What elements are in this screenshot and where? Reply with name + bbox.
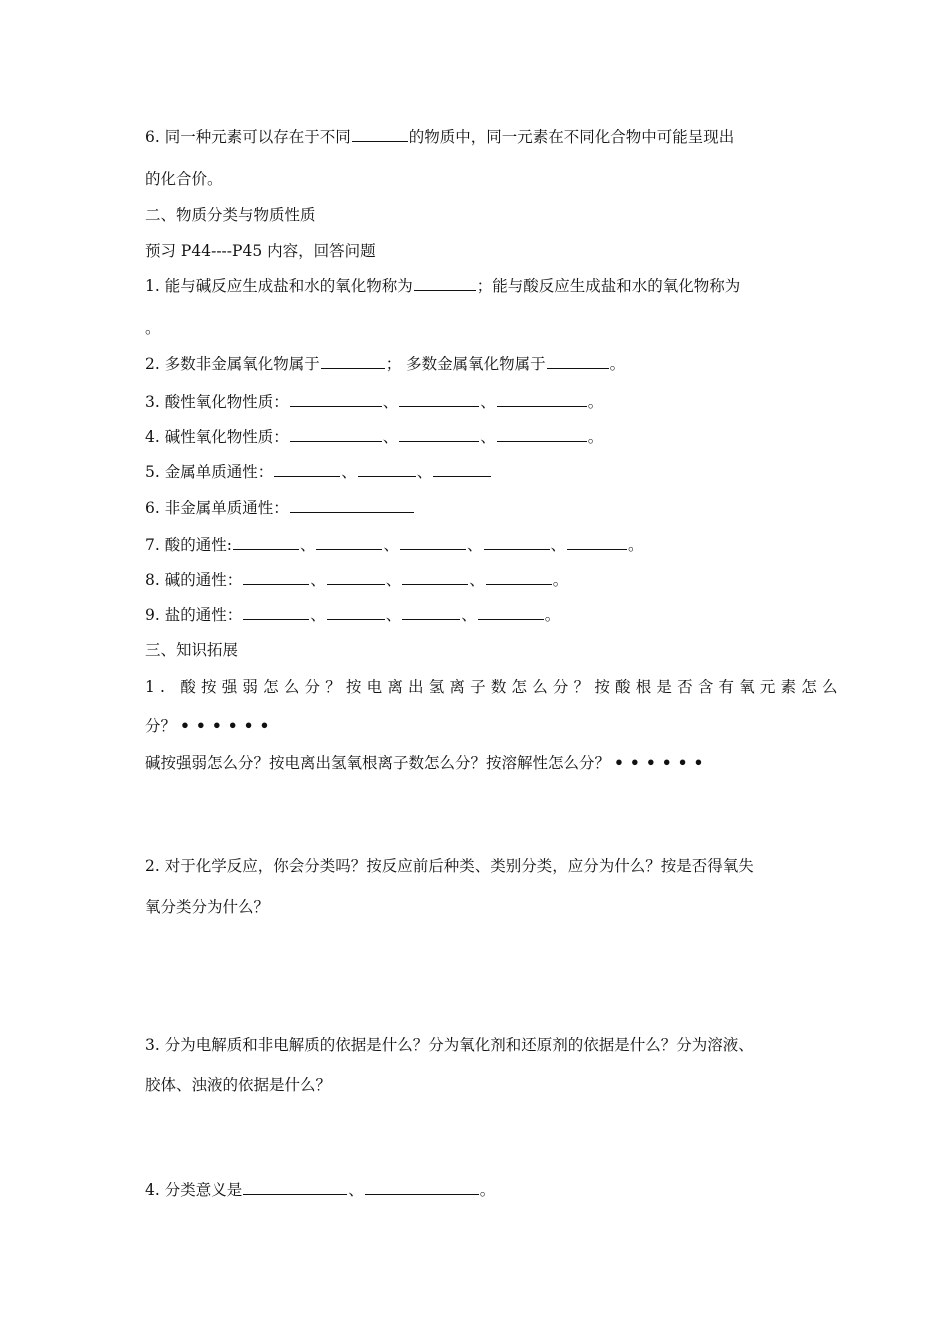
- s3-q1-line-2: 分？ ••••••: [145, 716, 276, 735]
- s2-q8-line: 8. 碱的通性： 、 、 、 。: [145, 571, 569, 589]
- answer-blank[interactable]: [290, 498, 414, 513]
- answer-blank[interactable]: [327, 570, 385, 585]
- section3-heading: 三、知识拓展: [145, 641, 239, 659]
- answer-blank[interactable]: [486, 570, 552, 585]
- answer-blank[interactable]: [402, 605, 460, 620]
- preview-instruction: 预习 P44----P45 内容，回答问题: [145, 242, 376, 260]
- q6-line-2: [145, 169, 223, 189]
- q6-text-end: 的化合价。: [145, 170, 223, 188]
- section2-heading: 二、物质分类与物质性质: [145, 206, 316, 224]
- answer-blank[interactable]: [352, 127, 408, 142]
- answer-blank[interactable]: [327, 605, 385, 620]
- s2-q6-line: 6. 非金属单质通性：: [145, 498, 415, 518]
- answer-blank[interactable]: [497, 427, 587, 442]
- answer-blank[interactable]: [402, 570, 468, 585]
- s3-q2-line: 2. 对于化学反应，你会分类吗？按反应前后种类、类别分类，应分为什么？按是否得氧失: [145, 857, 754, 875]
- answer-blank[interactable]: [243, 605, 309, 620]
- answer-blank[interactable]: [316, 535, 382, 550]
- s2-q9-line: 9. 盐的通性： 、 、 、 。: [145, 606, 561, 624]
- answer-blank[interactable]: [290, 427, 382, 442]
- s3-q4-line: 4. 分类意义是 、 。: [145, 1181, 496, 1199]
- s2-q2-line: 2. 多数非金属氧化物属于 ； 多数金属氧化物属于 。: [145, 355, 626, 373]
- answer-blank[interactable]: [399, 392, 479, 407]
- answer-blank[interactable]: [243, 1180, 347, 1195]
- s2-q7-line: 7. 酸的通性: 、 、 、 、 。: [145, 536, 644, 554]
- answer-blank[interactable]: [274, 462, 340, 477]
- s3-q1-line: 1. 酸按强弱怎么分？按电离出氢离子数怎么分？按酸根是否含有氧元素怎么: [145, 678, 843, 696]
- answer-blank[interactable]: [358, 462, 416, 477]
- s2-q5-line: 5. 金属单质通性： 、 、: [145, 462, 492, 482]
- s2-q4-line: 4. 碱性氧化物性质： 、 、 。: [145, 428, 604, 446]
- answer-blank[interactable]: [233, 535, 299, 550]
- answer-blank[interactable]: [497, 392, 587, 407]
- s2-q1-line: 1. 能与碱反应生成盐和水的氧化物称为 ；能与酸反应生成盐和水的氧化物称为: [145, 277, 741, 295]
- answer-blank[interactable]: [365, 1180, 479, 1195]
- s3-q3-line-2: 胶体、浊液的依据是什么？: [145, 1076, 332, 1094]
- answer-blank[interactable]: [290, 392, 382, 407]
- s3-q3-line: 3. 分为电解质和非电解质的依据是什么？分为氧化剂和还原剂的依据是什么？分为溶液、: [145, 1036, 754, 1054]
- answer-blank[interactable]: [321, 354, 385, 369]
- answer-blank[interactable]: [400, 535, 466, 550]
- s2-q1-line-2: 。: [145, 319, 161, 337]
- answer-blank[interactable]: [433, 462, 491, 477]
- s2-q3-line: 3. 酸性氧化物性质： 、 、 。: [145, 393, 604, 411]
- s3-q2-line-2: 氧分类分为什么？: [145, 898, 270, 916]
- answer-blank[interactable]: [243, 570, 309, 585]
- q6-line: [145, 127, 734, 147]
- answer-blank[interactable]: [478, 605, 544, 620]
- answer-blank[interactable]: [484, 535, 550, 550]
- q6-text: 6. 同一种元素可以存在于不同: [145, 128, 351, 146]
- answer-blank[interactable]: [414, 276, 476, 291]
- q6-text-cont: 的物质中，同一元素在不同化合物中可能呈现出: [408, 128, 735, 146]
- answer-blank[interactable]: [547, 354, 609, 369]
- answer-blank[interactable]: [399, 427, 479, 442]
- s3-q1-line-3: 碱按强弱怎么分？按电离出氢氧根离子数怎么分？按溶解性怎么分？ ••••••: [145, 753, 710, 772]
- answer-blank[interactable]: [567, 535, 627, 550]
